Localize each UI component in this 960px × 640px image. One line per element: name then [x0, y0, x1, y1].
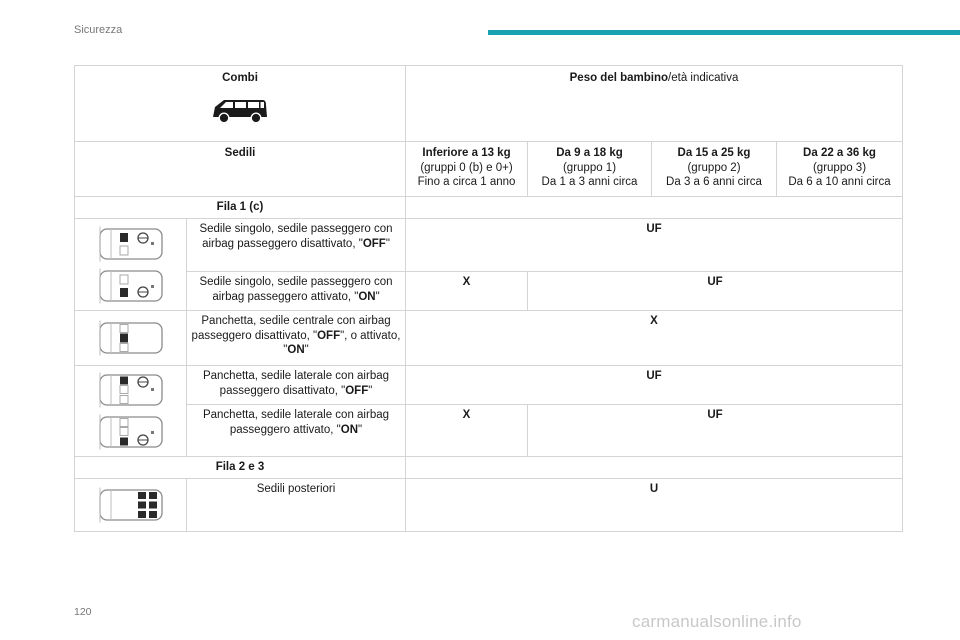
weight-group-age: Da 1 a 3 anni circa	[541, 176, 638, 188]
seat-description: Panchetta, sedile laterale con airbag passeggero attivato, "	[202, 409, 390, 436]
suitability-cell	[406, 366, 903, 405]
suitability-value: X	[462, 276, 471, 288]
seat-description: Panchetta, sedile laterale con airbag passeggero disattivato, "	[202, 370, 390, 397]
weight-group-title: Da 22 a 36 kg	[803, 147, 876, 159]
seat-description-cell	[187, 311, 406, 366]
combi-label: Combi	[222, 72, 258, 84]
seat-diagram-cell	[75, 479, 187, 532]
airbag-state: ON	[358, 290, 376, 303]
seat-description-cell	[187, 272, 406, 311]
weight-group-cell	[652, 142, 777, 197]
weight-group-age: Fino a circa 1 anno	[417, 176, 516, 188]
empty-cell	[406, 197, 903, 219]
airbag-state: ON	[287, 344, 305, 356]
weight-group-title: Da 15 a 25 kg	[677, 147, 751, 159]
airbag-state: OFF	[317, 329, 341, 342]
weight-group-title: Inferiore a 13 kg	[422, 147, 511, 159]
seat-description: ", o attivato, "	[283, 329, 401, 356]
suitability-cell	[406, 479, 903, 532]
header-accent-bar	[488, 30, 960, 35]
seat-diagram-cell	[75, 311, 187, 366]
seat-description-end: "	[375, 290, 380, 303]
weight-group-code: (gruppo 2)	[687, 161, 741, 174]
airbag-state: OFF	[362, 237, 386, 250]
suitability-cell	[406, 311, 903, 366]
seat-description-end: "	[358, 423, 363, 436]
seat-description-cell	[187, 479, 406, 532]
seat-description: Panchetta, sedile centrale con airbag passeggero disattivato, "	[191, 315, 391, 342]
suitability-value: UF	[646, 370, 662, 382]
row2-label: Fila 2 e 3	[215, 461, 265, 473]
weight-group-code: (gruppo 1)	[562, 161, 617, 174]
seat-description-cell	[187, 405, 406, 457]
row1-label-cell	[75, 197, 406, 219]
suitability-cell	[406, 272, 528, 311]
table-header-row	[75, 66, 903, 142]
table-row	[75, 311, 903, 366]
seat-description-end: "	[304, 344, 309, 356]
table-row	[75, 366, 903, 405]
suitability-cell	[406, 405, 528, 457]
suitability-cell	[528, 272, 903, 311]
suitability-value: X	[462, 409, 471, 421]
page-number: 120	[74, 606, 92, 618]
weight-group-age: Da 3 a 6 anni circa	[666, 176, 762, 188]
row1-label: Fila 1 (c)	[216, 201, 264, 213]
vehicle-top-view-seat-icon	[98, 268, 164, 304]
row-label-row	[75, 457, 903, 479]
seats-label: Sedili	[224, 147, 256, 159]
seat-description: Sedile singolo, sedile passeggero con airbag passeggero attivato, "	[199, 276, 393, 303]
suitability-value: UF	[707, 276, 723, 288]
vehicle-top-view-seat-icon	[98, 414, 164, 450]
weight-groups-row	[75, 142, 903, 197]
child-seat-table	[74, 65, 903, 532]
weight-group-code: (gruppi 0 (b) e 0+)	[420, 161, 513, 174]
empty-cell	[406, 457, 903, 479]
watermark: carmanualsonline.info	[632, 612, 802, 631]
seat-description-cell	[187, 366, 406, 405]
weight-group-cell	[528, 142, 652, 197]
seat-diagram-cell	[75, 366, 187, 457]
weight-group-code: (gruppo 3)	[812, 161, 867, 174]
seat-diagram-cell	[75, 219, 187, 311]
seats-header-cell	[75, 142, 406, 197]
seat-description: Sedile singolo, sedile passeggero con airbag passeggero disattivato, "	[199, 223, 393, 250]
section-title: Sicurezza	[74, 24, 123, 36]
table-row	[75, 219, 903, 272]
indicative-age-label: /età indicativa	[668, 72, 739, 84]
weight-group-cell	[406, 142, 528, 197]
weight-group-age: Da 6 a 10 anni circa	[788, 176, 891, 188]
seat-description-end: "	[368, 384, 373, 397]
airbag-state: ON	[340, 423, 358, 436]
combi-header-cell	[75, 66, 406, 142]
seat-description-end: "	[385, 237, 390, 250]
suitability-value: X	[650, 315, 658, 327]
suitability-cell	[406, 219, 903, 272]
row2-label-cell	[75, 457, 406, 479]
suitability-value: UF	[707, 409, 723, 421]
vehicle-top-view-seat-icon	[98, 226, 164, 262]
minivan-side-icon	[79, 96, 401, 126]
table-row	[75, 272, 903, 311]
suitability-cell	[528, 405, 903, 457]
child-weight-header-cell	[406, 66, 903, 142]
suitability-value: U	[649, 483, 659, 495]
vehicle-top-view-seat-icon	[98, 487, 164, 523]
seat-description: Sedili posteriori	[256, 483, 336, 495]
table-row	[75, 479, 903, 532]
row-label-row	[75, 197, 903, 219]
airbag-state: OFF	[345, 384, 369, 397]
vehicle-top-view-seat-icon	[98, 320, 164, 356]
child-weight-label: Peso del bambino	[569, 72, 669, 84]
vehicle-top-view-seat-icon	[98, 372, 164, 408]
table-row	[75, 405, 903, 457]
weight-group-title: Da 9 a 18 kg	[556, 147, 623, 159]
seat-description-cell	[187, 219, 406, 272]
weight-group-cell	[777, 142, 903, 197]
suitability-value: UF	[646, 223, 662, 235]
